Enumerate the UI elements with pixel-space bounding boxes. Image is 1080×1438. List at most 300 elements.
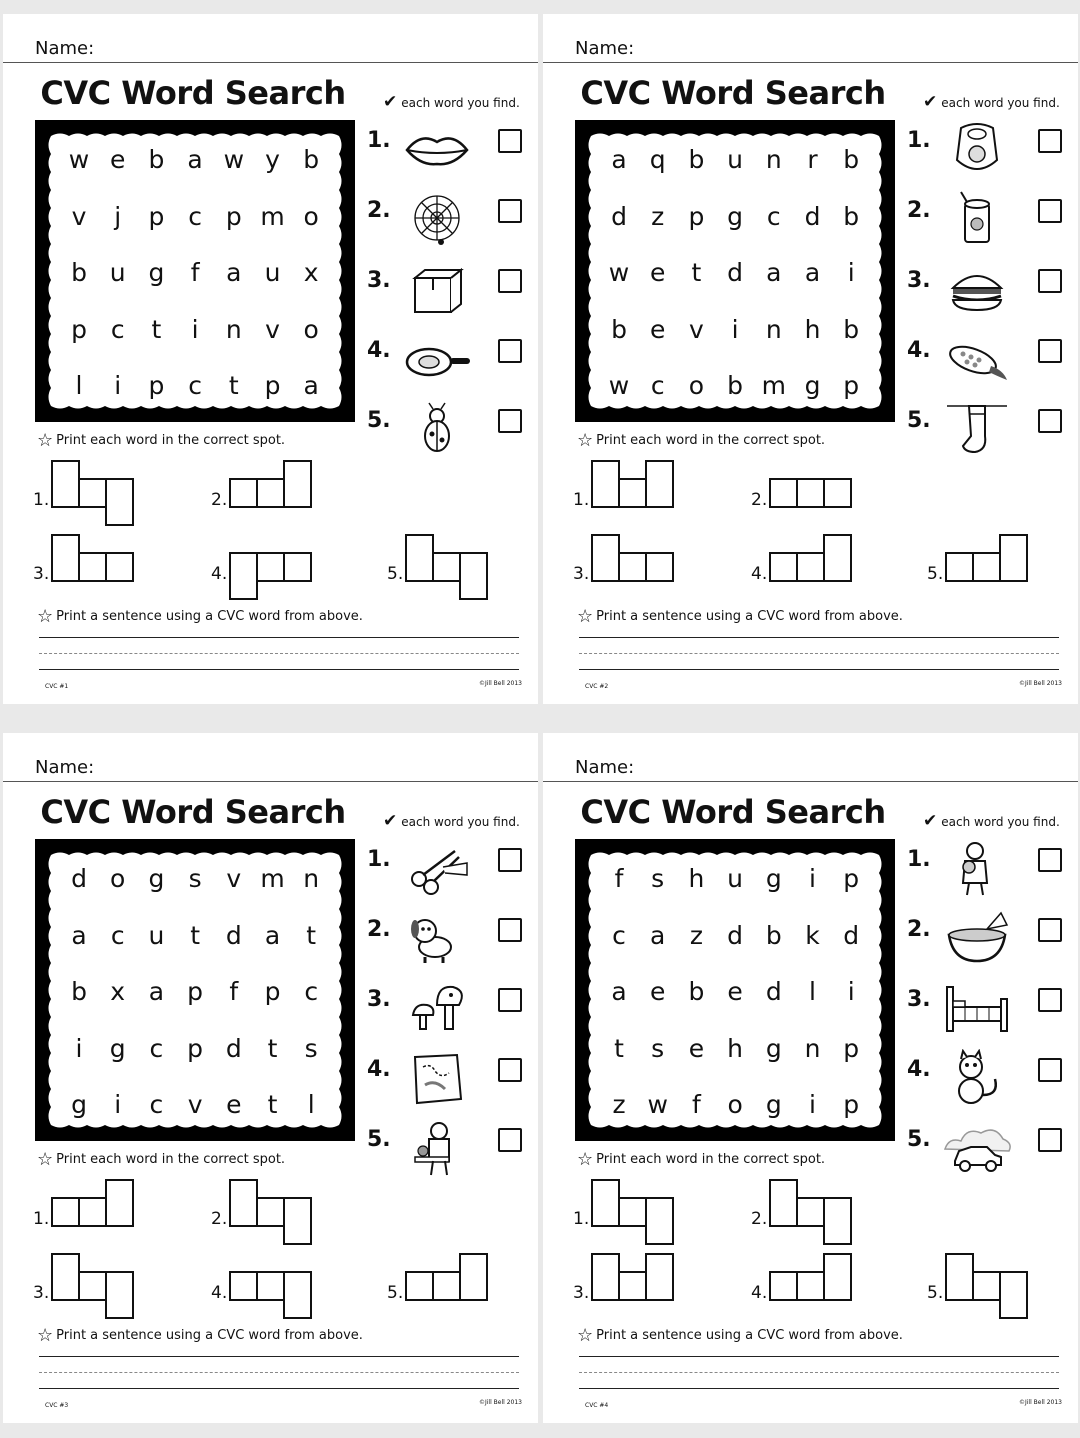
grid-letter[interactable]: s — [651, 1033, 665, 1063]
grid-letter[interactable]: b — [727, 371, 744, 400]
grid-letter[interactable]: n — [765, 314, 782, 344]
letter-box-tall[interactable] — [645, 460, 674, 508]
grid-letter[interactable]: p — [71, 314, 87, 344]
found-checkbox[interactable] — [498, 409, 522, 433]
letter-boxes[interactable] — [591, 1253, 672, 1319]
letter-box-low[interactable] — [283, 1271, 312, 1319]
grid-letter[interactable]: t — [267, 1090, 278, 1119]
letter-box-tall[interactable] — [283, 460, 312, 508]
letter-box-short[interactable] — [105, 552, 134, 582]
letter-boxes[interactable] — [229, 534, 310, 600]
answer-number: 2. — [751, 490, 768, 510]
name-line[interactable] — [3, 14, 538, 63]
grid-letter[interactable]: b — [843, 201, 860, 231]
star-icon: ☆ — [37, 1325, 54, 1346]
grid-letter[interactable]: s — [188, 864, 202, 893]
grid-letter[interactable]: c — [650, 371, 665, 400]
grid-letter[interactable]: j — [114, 201, 122, 231]
writing-line-top[interactable] — [579, 1356, 1059, 1357]
found-checkbox[interactable] — [498, 848, 522, 872]
grid-letter[interactable]: x — [303, 258, 319, 287]
found-checkbox[interactable] — [498, 269, 522, 293]
letter-box-short[interactable] — [972, 552, 1001, 582]
grid-letter[interactable]: u — [148, 920, 165, 950]
grid-letter[interactable]: b — [71, 258, 87, 287]
box-icon — [401, 260, 473, 318]
grid-letter[interactable]: w — [223, 145, 245, 174]
grid-letter[interactable]: f — [229, 977, 239, 1006]
grid-letter[interactable]: v — [688, 314, 704, 344]
grid-letter[interactable]: c — [149, 1090, 164, 1119]
star-icon: ☆ — [577, 1149, 594, 1170]
letter-boxes[interactable] — [591, 1179, 672, 1245]
grid-letter[interactable]: e — [109, 145, 126, 174]
grid-letter[interactable]: d — [71, 864, 87, 893]
grid-letter[interactable]: v — [187, 1090, 203, 1119]
item-number: 1. — [367, 847, 391, 872]
letter-box-tall[interactable] — [591, 1179, 620, 1227]
letter-boxes[interactable] — [405, 1253, 486, 1319]
grid-letter[interactable]: a — [611, 977, 627, 1006]
grid-letter[interactable]: m — [260, 864, 285, 893]
grid-letter[interactable]: i — [809, 1090, 816, 1119]
print-instruction-text: Print each word in the correct spot. — [596, 433, 826, 448]
letter-boxes[interactable] — [229, 460, 310, 526]
letter-box-short[interactable] — [256, 552, 285, 582]
item-number: 1. — [907, 847, 931, 872]
grid-letter[interactable]: u — [264, 258, 281, 287]
sentence-instruction-text: Print a sentence using a CVC word from above. — [596, 1328, 903, 1343]
grid-letter[interactable]: b — [71, 977, 87, 1006]
grid-letter[interactable]: v — [265, 314, 280, 344]
found-checkbox[interactable] — [1038, 199, 1062, 223]
name-line[interactable] — [3, 733, 538, 782]
grid-letter[interactable]: g — [765, 1033, 782, 1063]
grid-letter[interactable]: c — [110, 920, 125, 950]
grid-letter[interactable]: b — [611, 314, 627, 344]
grid-letter[interactable]: x — [110, 977, 126, 1006]
lips-icon — [401, 120, 473, 178]
answer-number: 2. — [211, 490, 228, 510]
name-line[interactable] — [543, 733, 1078, 782]
map-icon — [401, 1049, 473, 1107]
found-checkbox[interactable] — [1038, 1058, 1062, 1082]
letter-box-short[interactable] — [78, 478, 107, 508]
letter-box-short[interactable] — [618, 478, 647, 508]
found-checkbox[interactable] — [498, 1058, 522, 1082]
grid-letter[interactable]: e — [226, 1090, 242, 1119]
grid-letter[interactable]: y — [265, 145, 280, 174]
answer-number: 5. — [387, 1283, 404, 1303]
found-checkbox[interactable] — [1038, 1128, 1062, 1152]
writing-line-mid — [39, 1372, 519, 1373]
found-checkbox[interactable] — [1038, 848, 1062, 872]
grid-letter[interactable]: p — [688, 201, 705, 231]
grid-letter[interactable]: i — [114, 371, 122, 400]
grid-letter[interactable]: a — [71, 920, 87, 950]
grid-letter[interactable]: b — [765, 920, 782, 950]
grid-letter[interactable]: h — [804, 314, 821, 344]
grid-letter[interactable]: n — [225, 314, 242, 344]
grid-letter[interactable]: p — [187, 977, 204, 1006]
grid-letter[interactable]: o — [303, 314, 319, 344]
grid-letter[interactable]: u — [109, 258, 126, 287]
letter-box-short[interactable] — [645, 552, 674, 582]
letter-box-short[interactable] — [769, 478, 798, 508]
copyright: ©Jill Bell 2013 — [1019, 680, 1062, 687]
found-checkbox[interactable] — [1038, 269, 1062, 293]
answer-number: 3. — [573, 1283, 590, 1303]
checkmark-icon: ✔ — [923, 92, 938, 112]
answer-number: 1. — [573, 490, 590, 510]
grid-letter[interactable]: o — [688, 371, 705, 400]
letter-box-short[interactable] — [78, 1197, 107, 1227]
letter-grid — [599, 140, 871, 402]
check-instruction-text: each word you find. — [401, 96, 520, 110]
found-checkbox[interactable] — [498, 339, 522, 363]
letter-boxes[interactable] — [945, 534, 1026, 600]
letter-box-tall[interactable] — [105, 1179, 134, 1227]
checkmark-icon: ✔ — [383, 92, 398, 112]
grid-letter[interactable]: g — [148, 258, 165, 287]
grid-letter[interactable]: d — [843, 920, 860, 950]
grid-letter[interactable]: c — [188, 201, 202, 231]
grid-letter[interactable]: o — [110, 864, 126, 893]
answer-number: 1. — [573, 1209, 590, 1229]
letter-box-tall[interactable] — [51, 1253, 80, 1301]
letter-box-short[interactable] — [796, 478, 825, 508]
grid-letter[interactable]: b — [688, 977, 705, 1006]
grid-letter[interactable]: g — [148, 864, 165, 893]
grid-letter[interactable]: e — [649, 258, 666, 287]
letter-box-tall[interactable] — [591, 534, 620, 582]
writing-line-bottom — [39, 669, 519, 670]
grid-letter[interactable]: p — [843, 1090, 860, 1119]
grid-letter[interactable]: g — [804, 371, 821, 400]
sheet-code: CVC #2 — [585, 683, 609, 690]
grid-letter[interactable]: a — [804, 258, 821, 287]
writing-line-top[interactable] — [39, 637, 519, 638]
letter-box-tall[interactable] — [405, 534, 434, 582]
letter-box-short[interactable] — [432, 1271, 461, 1301]
letter-box-short[interactable] — [405, 1271, 434, 1301]
letter-box-short[interactable] — [618, 552, 647, 582]
letter-boxes[interactable] — [769, 1253, 850, 1319]
letter-box-short[interactable] — [618, 1271, 647, 1301]
grid-letter[interactable]: b — [843, 314, 860, 344]
grid-letter[interactable]: b — [843, 145, 860, 174]
grid-letter[interactable]: i — [731, 314, 739, 344]
found-checkbox[interactable] — [1038, 918, 1062, 942]
checkmark-icon: ✔ — [383, 811, 398, 831]
grid-letter[interactable]: c — [766, 201, 781, 231]
grid-letter[interactable]: g — [765, 864, 782, 893]
grid-letter[interactable]: f — [614, 864, 624, 893]
frying-pan-icon — [401, 330, 473, 388]
grid-letter[interactable]: c — [612, 920, 626, 950]
grid-letter[interactable]: f — [691, 1090, 701, 1119]
letter-box-short[interactable] — [78, 552, 107, 582]
letter-box-short[interactable] — [51, 1197, 80, 1227]
grid-letter[interactable]: s — [304, 1033, 318, 1063]
item-number: 3. — [907, 987, 931, 1012]
grid-letter[interactable]: t — [228, 371, 239, 400]
letter-box-short[interactable] — [256, 478, 285, 508]
grid-letter[interactable]: c — [110, 314, 125, 344]
letter-box-low[interactable] — [229, 552, 258, 600]
letter-boxes[interactable] — [769, 1179, 850, 1245]
letter-boxes[interactable] — [51, 1253, 132, 1319]
letter-box-tall[interactable] — [945, 1253, 974, 1301]
grid-letter[interactable]: e — [649, 314, 666, 344]
print-instruction — [577, 430, 825, 451]
grid-letter[interactable]: a — [187, 145, 203, 174]
found-checkbox[interactable] — [1038, 339, 1062, 363]
grid-letter[interactable]: a — [264, 920, 281, 950]
found-checkbox[interactable] — [498, 918, 522, 942]
grid-letter[interactable]: p — [225, 201, 242, 231]
letter-box-tall[interactable] — [823, 534, 852, 582]
grid-letter[interactable]: e — [727, 977, 743, 1006]
grid-letter[interactable]: p — [264, 371, 281, 400]
grid-letter[interactable]: u — [727, 864, 744, 893]
answer-number: 5. — [387, 564, 404, 584]
letter-boxes[interactable] — [51, 534, 132, 600]
grid-letter[interactable]: h — [688, 864, 705, 893]
grid-letter[interactable]: u — [727, 145, 744, 174]
found-checkbox[interactable] — [1038, 409, 1062, 433]
grid-letter[interactable]: d — [765, 977, 782, 1006]
grid-letter[interactable]: g — [109, 1033, 126, 1063]
grid-letter[interactable]: i — [191, 314, 199, 344]
grid-letter[interactable]: d — [611, 201, 627, 231]
letter-box-short[interactable] — [256, 1197, 285, 1227]
sock-icon — [941, 400, 1013, 458]
item-number: 4. — [907, 1057, 931, 1082]
grid-letter[interactable]: t — [151, 314, 162, 344]
grid-letter[interactable]: b — [148, 145, 165, 174]
grid-letter[interactable]: d — [727, 920, 744, 950]
letter-box-low[interactable] — [645, 1197, 674, 1245]
letter-boxes[interactable] — [769, 534, 850, 600]
print-instruction — [37, 1149, 285, 1170]
grid-letter[interactable]: z — [651, 201, 665, 231]
grid-letter[interactable]: o — [727, 1090, 743, 1119]
grid-letter[interactable]: c — [149, 1033, 164, 1063]
grid-letter[interactable]: h — [727, 1033, 744, 1063]
letter-box-low[interactable] — [459, 552, 488, 600]
letter-box-tall[interactable] — [999, 534, 1028, 582]
grid-letter[interactable]: b — [303, 145, 320, 174]
letter-box-tall[interactable] — [51, 460, 80, 508]
grid-letter[interactable]: w — [608, 371, 630, 400]
grid-letter[interactable]: p — [148, 201, 165, 231]
letter-box-tall[interactable] — [591, 460, 620, 508]
letter-box-tall[interactable] — [645, 1253, 674, 1301]
grid-letter[interactable]: n — [303, 864, 320, 893]
grid-letter[interactable]: i — [114, 1090, 122, 1119]
letter-box-short[interactable] — [78, 1271, 107, 1301]
check-instruction-text: each word you find. — [401, 815, 520, 829]
grid-letter[interactable]: l — [307, 1090, 315, 1119]
grid-letter[interactable]: w — [608, 258, 630, 287]
sheet-code: CVC #4 — [585, 1402, 609, 1409]
letter-grid — [59, 140, 331, 402]
letter-boxes[interactable] — [591, 534, 672, 600]
grid-letter[interactable]: p — [264, 977, 281, 1006]
letter-box-tall[interactable] — [51, 534, 80, 582]
letter-box-short[interactable] — [796, 1271, 825, 1301]
letter-box-low[interactable] — [105, 478, 134, 526]
grid-letter[interactable]: n — [765, 145, 782, 174]
checkmark-icon: ✔ — [923, 811, 938, 831]
item-number: 2. — [367, 917, 391, 942]
dip-bowl-icon — [941, 909, 1013, 967]
grid-letter[interactable]: p — [843, 371, 860, 400]
sentence-instruction-text: Print a sentence using a CVC word from above. — [596, 609, 903, 624]
grid-letter[interactable]: g — [765, 1090, 782, 1119]
grid-letter[interactable]: t — [267, 1033, 278, 1063]
grid-letter[interactable]: t — [691, 258, 702, 287]
letter-box-tall[interactable] — [591, 1253, 620, 1301]
print-instruction — [37, 430, 285, 451]
grid-letter[interactable]: w — [647, 1090, 668, 1119]
letter-box-short[interactable] — [796, 552, 825, 582]
letter-box-short[interactable] — [229, 1271, 258, 1301]
grid-letter[interactable]: c — [188, 371, 202, 400]
check-instruction — [383, 92, 520, 112]
grid-letter[interactable]: b — [688, 145, 705, 174]
grid-letter[interactable]: d — [225, 1033, 242, 1063]
letter-box-short[interactable] — [618, 1197, 647, 1227]
item-number: 4. — [907, 338, 931, 363]
letter-box-low[interactable] — [105, 1271, 134, 1319]
star-icon: ☆ — [37, 606, 54, 627]
grid-letter[interactable]: t — [306, 920, 317, 950]
dog-icon — [401, 909, 473, 967]
letter-box-short[interactable] — [769, 552, 798, 582]
found-checkbox[interactable] — [498, 129, 522, 153]
answer-number: 5. — [927, 1283, 944, 1303]
grid-letter[interactable]: p — [843, 1033, 860, 1063]
letter-box-low[interactable] — [999, 1271, 1028, 1319]
grid-letter[interactable]: a — [226, 258, 242, 287]
letter-box-short[interactable] — [796, 1197, 825, 1227]
letter-box-short[interactable] — [945, 552, 974, 582]
letter-box-short[interactable] — [229, 478, 258, 508]
letter-box-short[interactable] — [256, 1271, 285, 1301]
letter-box-tall[interactable] — [229, 1179, 258, 1227]
letter-boxes[interactable] — [591, 460, 672, 526]
letter-box-tall[interactable] — [459, 1253, 488, 1301]
grid-letter[interactable]: p — [148, 371, 165, 400]
grid-letter[interactable]: c — [304, 977, 319, 1006]
grid-letter[interactable]: e — [688, 1033, 705, 1063]
grid-letter[interactable]: v — [71, 201, 87, 231]
letter-box-tall[interactable] — [769, 1179, 798, 1227]
letter-boxes[interactable] — [945, 1253, 1026, 1319]
grid-letter[interactable]: r — [807, 145, 818, 174]
found-checkbox[interactable] — [498, 1128, 522, 1152]
grid-letter[interactable]: n — [804, 1033, 821, 1063]
writing-line-top[interactable] — [39, 1356, 519, 1357]
letter-box-short[interactable] — [283, 552, 312, 582]
letter-box-short[interactable] — [769, 1271, 798, 1301]
letter-boxes[interactable] — [51, 1179, 132, 1245]
grid-letter[interactable]: i — [75, 1033, 83, 1063]
print-instruction-text: Print each word in the correct spot. — [56, 433, 286, 448]
grid-letter[interactable]: k — [805, 920, 820, 950]
grid-letter[interactable]: t — [614, 1033, 624, 1063]
grid-letter[interactable]: l — [75, 371, 83, 400]
letter-box-tall[interactable] — [823, 1253, 852, 1301]
grid-letter[interactable]: a — [303, 371, 319, 400]
word-search-grid — [575, 839, 895, 1141]
vet-icon — [401, 1119, 473, 1177]
letter-boxes[interactable] — [51, 460, 132, 526]
grid-letter[interactable]: a — [650, 920, 666, 950]
grid-letter[interactable]: v — [226, 864, 242, 893]
letter-boxes[interactable] — [229, 1253, 310, 1319]
grid-letter[interactable]: d — [727, 258, 744, 287]
grid-letter[interactable]: m — [260, 201, 285, 231]
letter-box-short[interactable] — [972, 1271, 1001, 1301]
letter-box-low[interactable] — [283, 1197, 312, 1245]
grid-letter[interactable]: i — [847, 258, 855, 287]
grid-letter[interactable]: e — [649, 977, 666, 1006]
name-label: Name: — [575, 757, 635, 778]
grid-letter[interactable]: z — [689, 920, 703, 950]
grid-letter[interactable]: p — [843, 864, 860, 893]
grid-letter[interactable]: o — [303, 201, 319, 231]
worksheet-2 — [543, 14, 1078, 704]
grid-letter[interactable]: i — [847, 977, 855, 1006]
sheet-code: CVC #1 — [45, 683, 69, 690]
grid-letter[interactable]: t — [190, 920, 200, 950]
found-checkbox[interactable] — [498, 199, 522, 223]
grid-letter[interactable]: a — [766, 258, 782, 287]
grid-letter[interactable]: d — [225, 920, 242, 950]
grid-letter[interactable]: s — [651, 864, 665, 893]
grid-letter[interactable]: w — [68, 145, 90, 174]
print-instruction-text: Print each word in the correct spot. — [56, 1152, 286, 1167]
letter-box-short[interactable] — [823, 478, 852, 508]
grid-letter[interactable]: m — [761, 371, 786, 400]
grid-letter[interactable]: i — [809, 864, 816, 893]
letter-box-low[interactable] — [823, 1197, 852, 1245]
grid-letter[interactable]: a — [148, 977, 165, 1006]
letter-boxes[interactable] — [405, 534, 486, 600]
grid-letter[interactable]: q — [649, 145, 666, 174]
grid-letter[interactable]: l — [809, 977, 816, 1006]
grid-letter[interactable]: g — [727, 201, 744, 231]
grid-letter[interactable]: g — [71, 1090, 87, 1119]
name-line[interactable] — [543, 14, 1078, 63]
grid-letter[interactable]: f — [190, 258, 200, 287]
letter-boxes[interactable] — [229, 1179, 310, 1245]
found-checkbox[interactable] — [498, 988, 522, 1012]
word-search-grid — [35, 839, 355, 1141]
grid-letter[interactable]: d — [804, 201, 821, 231]
writing-line-top[interactable] — [579, 637, 1059, 638]
letter-box-short[interactable] — [432, 552, 461, 582]
found-checkbox[interactable] — [1038, 988, 1062, 1012]
grid-letter[interactable]: z — [612, 1090, 626, 1119]
letter-boxes[interactable] — [769, 460, 850, 526]
found-checkbox[interactable] — [1038, 129, 1062, 153]
grid-letter[interactable]: p — [187, 1033, 204, 1063]
grid-letter[interactable]: a — [611, 145, 627, 174]
